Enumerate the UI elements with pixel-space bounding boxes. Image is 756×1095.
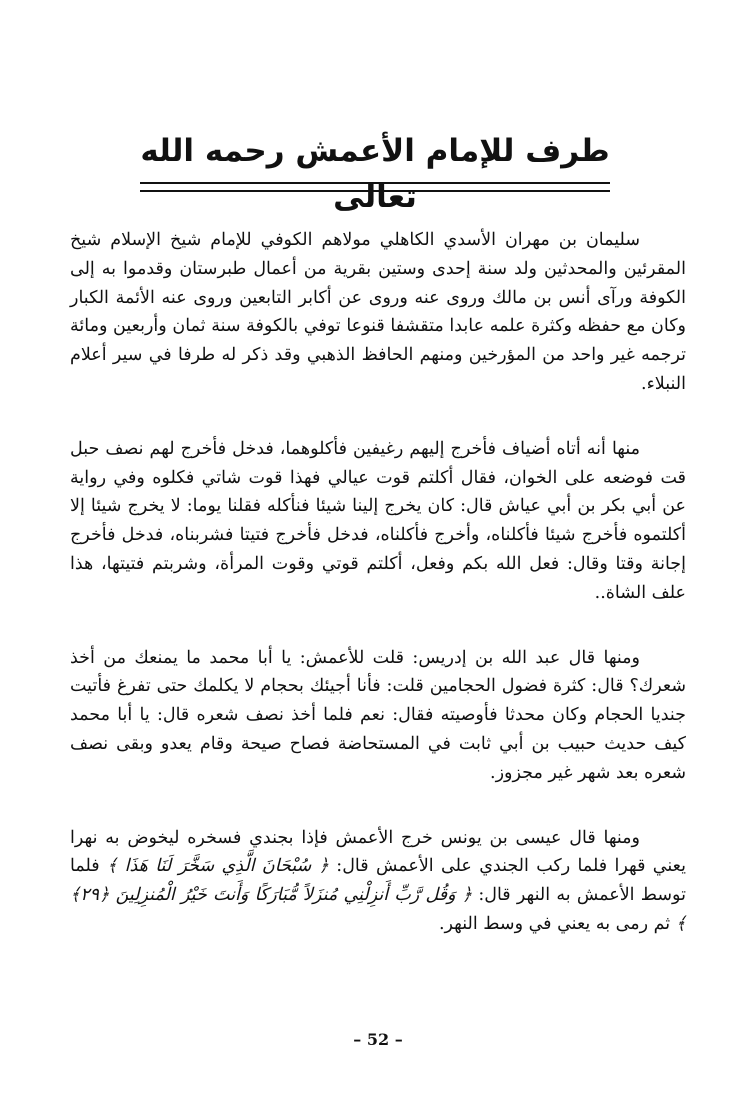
paragraph-biography: سليمان بن مهران الأسدي الكاهلي مولاهم الكوفي للإمام شيخ الإسلام شيخ المقرئين والمحدثين ولد سنة إحدى وستين بقرية من أعمال طبرستان وقدموا به إلى الكوفة ورآى أنس بن مالك وروى عنه وروى عن أكابر التابعين وروى عنه الأئمة الكبار وكان مع حفظه وكثرة علمه عابدا متقشفا قنوعا توفي بالكوفة سنة ثمان وأربعين ومائة ترجمه غير واحد من المؤرخين ومنهم الحافظ الذهبي وقد ذكر له طرفا في سير أعلام النبلاء. (70, 230, 686, 394)
page-number: – 52 – (353, 1030, 403, 1049)
paragraph-soldier-anecdote (70, 824, 686, 939)
soldier-text-part-3: ثم رمى به يعني في وسط النهر. (438, 913, 671, 934)
quran-verse-2: ﴿ وَقُل رَّبِّ أَنزِلْنِي مُنزَلاً مُّبَارَكًا وَأَنتَ خَيْرُ الْمُنزِلِينَ ﴿٢٩﴾ ﴾ (70, 885, 686, 934)
paragraph-haircut-anecdote: ومنها قال عبد الله بن إدريس: قلت للأعمش: يا أبا محمد ما يمنعك من أخذ شعرك؟ قال: كثرة فضول الحجامين قلت: فأنا أجيئك بحجام لا يكلمك حتى تفرغ فأتيت جنديا الحجام وكان محدثا فأوصيته فقال: نعم فلما أخذ نصف شعره قال: يا أبا محمد كيف حديث حبيب بن أبي ثابت في المستحاضة فصاح صيحة وقام يعدو وبقى نصف شعره بعد شهر غير مجزوز. (70, 647, 686, 783)
soldier-text-part-1: ومنها قال عيسى بن يونس خرج الأعمش فإذا بجندي فسخره ليخوض به نهرا يعني قهرا فلما ركب الجندي على الأعمش قال: (70, 827, 686, 877)
soldier-text-part-2: فلما توسط الأعمش به النهر قال: (70, 856, 686, 906)
quran-verse-1: ﴿ سُبْحَانَ الَّذِي سَخَّرَ لَنَا هَذَا ﴾ (106, 856, 329, 877)
chapter-header (140, 128, 610, 220)
paragraph-guests-anecdote: منها أنه أتاه أضياف فأخرج إليهم رغيفين فأكلوهما، فدخل فأخرج لهم نصف حبل قت فوضعه على الخوان، فقال أكلتم قوت عيالي فهذا قوت شاتي فكلوه وفي رواية عن أبي بكر بن أبي عياش قال: كان يخرج إلينا شيئا فنأكله فقلنا يوما: لا يخرج شيئا إلا أكلتموه فأخرج شيئا فأكلناه، وأخرج فأكلناه، فدخل فأخرج فتيتا فشربناه، فدخل فأخرج إجانة وقتا وقال: فعل الله بكم وفعل، أكلتم قوتي وقوت المرأة، وشربتم فتيتها، هذا علف الشاة.. (70, 438, 686, 603)
body-text (70, 226, 686, 939)
title-underline (140, 182, 610, 192)
chapter-title: طرف للإمام الأعمش رحمه الله تعالى (140, 133, 610, 215)
